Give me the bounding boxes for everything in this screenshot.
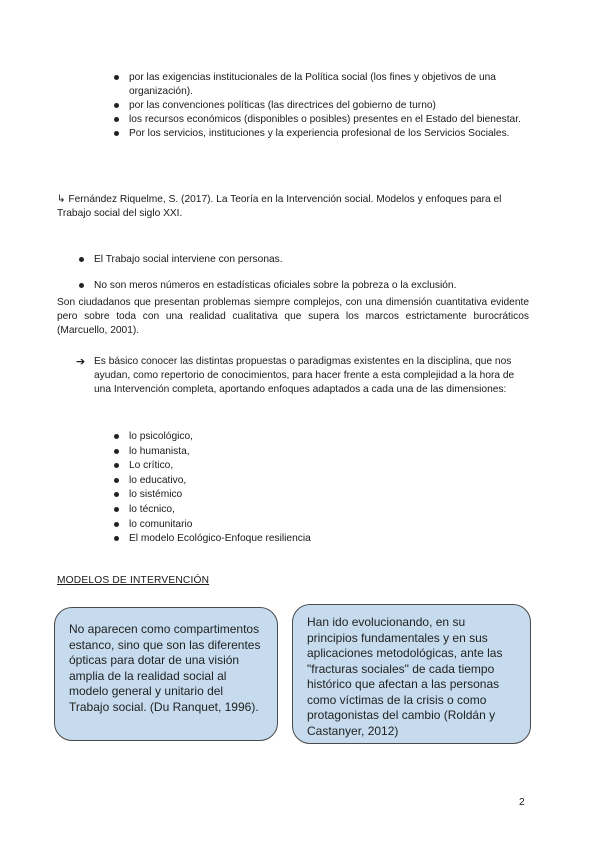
dimensions-list: [129, 430, 459, 547]
list-item: por las exigencias institucionales de la Política social (los fines y objetivos de una organización).: [129, 71, 521, 99]
list-item: Lo crítico,: [129, 459, 459, 474]
list-item: Por los servicios, instituciones y la experiencia profesional de los Servicios Sociales.: [129, 127, 521, 141]
bullet-icon: [79, 283, 84, 288]
arrow-item-text: Es básico conocer las distintas propuestas o paradigmas existentes en la disciplina, que nos ayudan, como repertorio de conocimientos, para hacer frente a esta complejidad a la hora de una Intervención completa, aportando enfoques adaptados a cada una de las dimensiones:: [94, 356, 515, 395]
body-paragraph: Son ciudadanos que presentan problemas siempre complejos, con una dimensión cuantitativa evidente pero sobre toda con una realidad cualitativa que supera los marcos estrictamente burocráticos (Marcuello, 2001).: [57, 297, 529, 336]
arrow-right-icon: ➔: [76, 356, 86, 368]
top-bullet-list: [129, 71, 521, 141]
bullet-icon: [114, 492, 119, 497]
bullet-icon: [114, 75, 119, 80]
list-item: lo psicológico,: [129, 430, 459, 445]
bullet-icon: [114, 117, 119, 122]
bullet-icon: [114, 507, 119, 512]
list-item: por las convenciones políticas (las directrices del gobierno de turno): [129, 99, 521, 113]
section-heading: MODELOS DE INTERVENCIÓN: [57, 575, 210, 586]
page-number: 2: [519, 797, 525, 808]
list-item: lo sistémico: [129, 488, 459, 503]
list-item: lo técnico,: [129, 503, 459, 518]
bullet-icon: [114, 463, 119, 468]
bullet-icon: [114, 449, 119, 454]
mid-bullet-list: [94, 253, 524, 293]
bullet-icon: [114, 522, 119, 527]
list-item: lo educativo,: [129, 474, 459, 489]
list-item: lo humanista,: [129, 445, 459, 460]
bullet-icon: [114, 131, 119, 136]
quote-box-left: No aparecen como compartimentos estanco, sino que son las diferentes ópticas para dotar de una visión amplia de la realidad social al modelo general y unitario del Trabajo social. (Du Ranquet, 1996).: [54, 607, 278, 741]
reference-citation: ↳ Fernández Riquelme, S. (2017). La Teoría en la Intervención social. Modelos y enfoques para el Trabajo social del siglo XXI.: [57, 194, 502, 219]
bullet-icon: [114, 536, 119, 541]
quote-box-right: Han ido evolucionando, en su principios fundamentales y en sus aplicaciones metodológicas, ante las "fracturas sociales" de cada tiempo histórico que afectan a las personas como víctimas de la crisis o como protagonistas del cambio (Roldán y Castanyer, 2012): [292, 604, 531, 744]
bullet-icon: [79, 257, 84, 262]
bullet-icon: [114, 478, 119, 483]
list-item: los recursos económicos (disponibles o posibles) presentes en el Estado del bienestar.: [129, 113, 521, 127]
list-item: El modelo Ecológico-Enfoque resiliencia: [129, 532, 459, 547]
list-item: lo comunitario: [129, 518, 459, 533]
bullet-icon: [114, 434, 119, 439]
bullet-icon: [114, 103, 119, 108]
arrow-item: [76, 355, 529, 397]
list-item: No son meros números en estadísticas oficiales sobre la pobreza o la exclusión.: [94, 279, 524, 293]
list-item: El Trabajo social interviene con personas.: [94, 253, 524, 267]
